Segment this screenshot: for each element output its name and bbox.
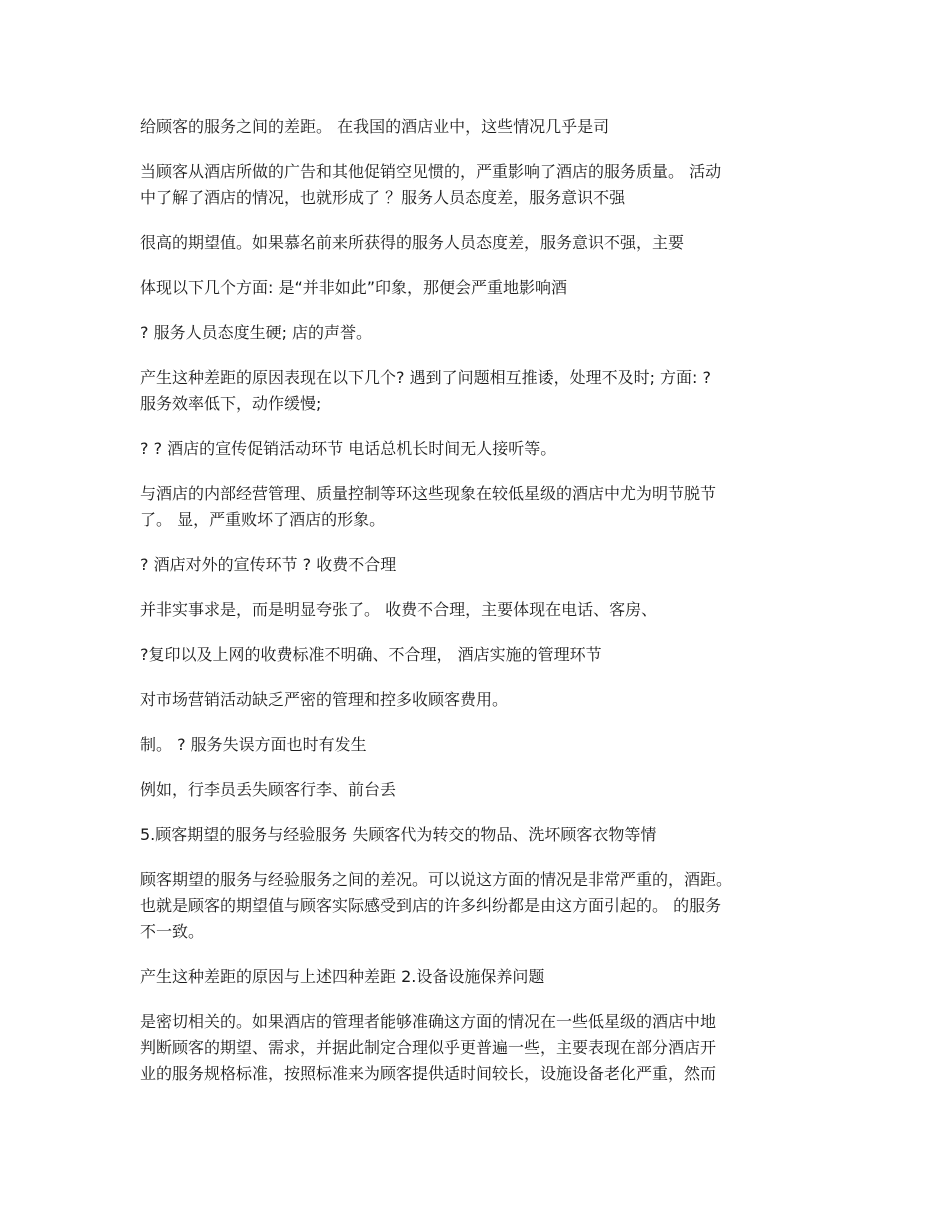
paragraph	[140, 597, 812, 623]
paragraph	[140, 436, 812, 462]
paragraph	[140, 481, 812, 533]
paragraph	[140, 642, 812, 668]
text-line: 给顾客的服务之间的差距。 在我国的酒店业中，这些情况几乎是司	[140, 117, 610, 136]
paragraph	[140, 822, 812, 848]
paragraph	[140, 320, 812, 346]
paragraph	[140, 964, 812, 990]
text-line: 判断顾客的期望、需求，并据此制定合理似乎更普遍一些，主要表现在部分酒店开	[140, 1038, 717, 1057]
paragraph	[140, 275, 812, 301]
text-line: 中了解了酒店的情况，也就形成了 ？服务人员态度差，服务意识不强	[140, 188, 626, 207]
text-line: 5.顾客期望的服务与经验服务 失顾客代为转交的物品、洗坏顾客衣物等情	[140, 825, 657, 844]
paragraph	[140, 867, 812, 945]
text-line: 了。 显，严重败坏了酒店的形象。	[140, 510, 386, 529]
paragraph	[140, 552, 812, 578]
document-body	[140, 114, 812, 1106]
paragraph	[140, 1009, 812, 1087]
text-line: 服务效率低下，动作缓慢;	[140, 394, 322, 413]
text-line: ? 服务人员态度生硬; 店的声誉。	[140, 323, 373, 342]
text-line: 当顾客从酒店所做的广告和其他促销空见惯的，严重影响了酒店的服务质量。 活动	[140, 162, 722, 181]
text-line: ? ? 酒店的宣传促销活动环节 电话总机长时间无人接听等。	[140, 439, 557, 458]
text-line: 对市场营销活动缺乏严密的管理和控多收顾客费用。	[140, 690, 509, 709]
paragraph	[140, 230, 812, 256]
text-line: 很高的期望值。如果慕名前来所获得的服务人员态度差，服务意识不强，主要	[140, 233, 685, 252]
text-line: 产生这种差距的原因表现在以下几个? 遇到了问题相互推诿，处理不及时; 方面: ?	[140, 368, 712, 387]
text-line: ?复印以及上网的收费标准不明确、不合理， 酒店实施的管理环节	[140, 645, 602, 664]
text-line: 制。 ? 服务失误方面也时有发生	[140, 735, 367, 754]
paragraph	[140, 687, 812, 713]
text-line: 业的服务规格标准，按照标准来为顾客提供适时间较长，设施设备老化严重，然而	[140, 1064, 717, 1083]
paragraph	[140, 114, 812, 140]
paragraph	[140, 777, 812, 803]
paragraph	[140, 365, 812, 417]
text-line: 并非实事求是，而是明显夸张了。 收费不合理，主要体现在电话、客房、	[140, 600, 658, 619]
paragraph	[140, 732, 812, 758]
text-line: 产生这种差距的原因与上述四种差距 2.设备设施保养问题	[140, 967, 545, 986]
paragraph	[140, 159, 812, 211]
text-line: 顾客期望的服务与经验服务之间的差况。可以说这方面的情况是非常严重的，酒距。	[140, 870, 733, 889]
text-line: 与酒店的内部经营管理、质量控制等环这些现象在较低星级的酒店中尤为明节脱节	[140, 484, 717, 503]
text-line: 例如，行李员丢失顾客行李、前台丢	[140, 780, 397, 799]
text-line: 是密切相关的。如果酒店的管理者能够准确这方面的情况在一些低星级的酒店中地	[140, 1012, 717, 1031]
text-line: 也就是顾客的期望值与顾客实际感受到店的许多纠纷都是由这方面引起的。 的服务	[140, 896, 722, 915]
text-line: 体现以下几个方面: 是“并非如此”印象，那便会严重地影响酒	[140, 278, 568, 297]
text-line: 不一致。	[140, 922, 205, 941]
text-line: ? 酒店对外的宣传环节 ? 收费不合理	[140, 555, 397, 574]
